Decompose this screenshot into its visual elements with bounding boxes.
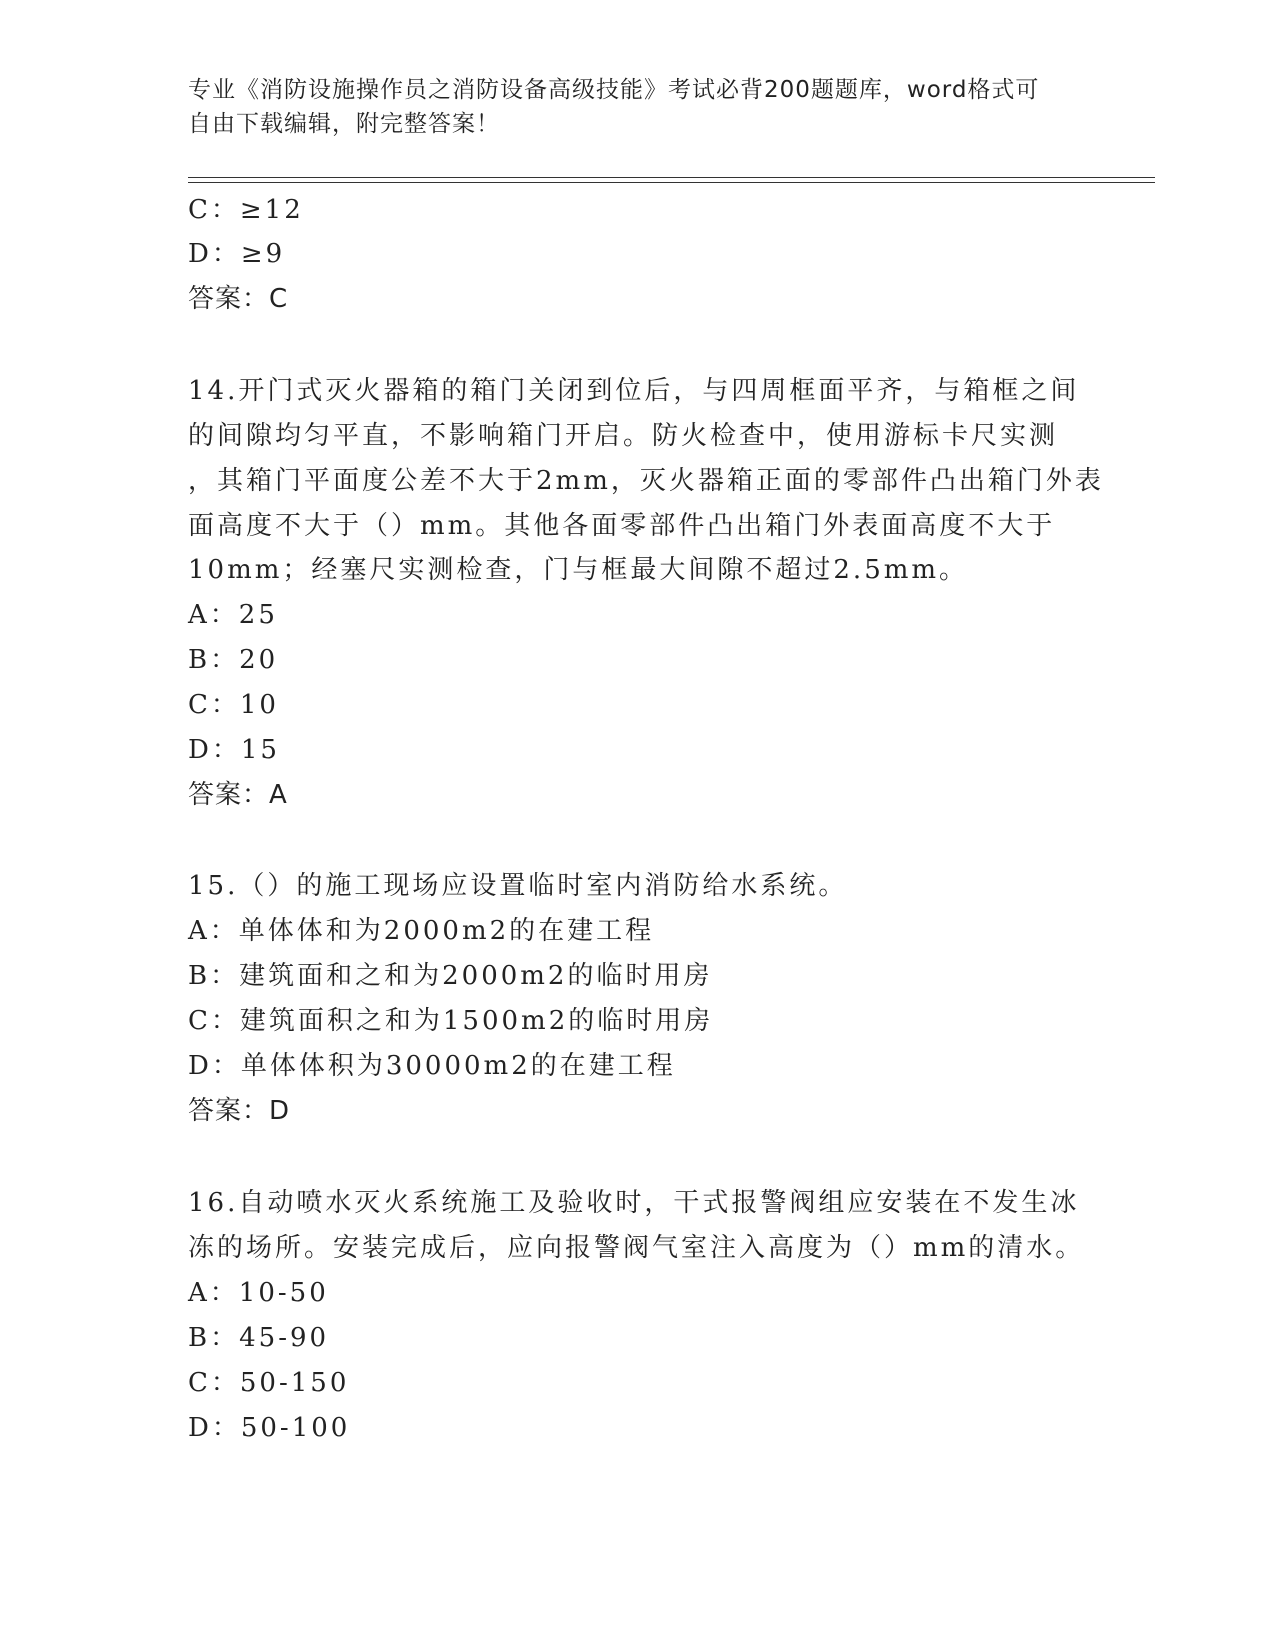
q16-stem-line-2: 冻的场所。安装完成后，应向报警阀气室注入高度为（）mm的清水。 (188, 1233, 1085, 1263)
q16-option-b: B：45-90 (188, 1323, 330, 1353)
q14-option-a: A：25 (188, 600, 278, 630)
header-rule-bottom (188, 182, 1155, 183)
q14-stem-line-3: ，其箱门平面度公差不大于2mm，灭火器箱正面的零部件凸出箱门外表 (188, 466, 1104, 496)
q14-stem-line-4: 面高度不大于（）mm。其他各面零部件凸出箱门外表面高度不大于 (188, 511, 1056, 541)
q14-stem-line-1: 14.开门式灭火器箱的箱门关闭到位后，与四周框面平齐，与箱框之间 (188, 376, 1080, 406)
q16-stem-line-1: 16.自动喷水灭火系统施工及验收时，干式报警阀组应安装在不发生冰 (188, 1188, 1080, 1218)
q15-option-c: C：建筑面积之和为1500m2的临时用房 (188, 1006, 714, 1036)
prev-question-option-d: D：≥9 (188, 239, 286, 269)
q15-option-b: B：建筑面和之和为2000m2的临时用房 (188, 961, 713, 991)
prev-question-answer: 答案：C (188, 284, 289, 314)
q14-option-d: D：15 (188, 735, 280, 765)
q15-answer: 答案：D (188, 1096, 291, 1126)
q15-option-d: D：单体体积为30000m2的在建工程 (188, 1051, 676, 1081)
q16-option-c: C：50-150 (188, 1368, 350, 1398)
q14-answer: 答案：A (188, 780, 288, 810)
q16-option-d: D：50-100 (188, 1413, 351, 1443)
q14-stem-line-2: 的间隙均匀平直，不影响箱门开启。防火检查中，使用游标卡尺实测 (188, 421, 1059, 451)
header-rule-top (188, 177, 1155, 178)
q15-stem: 15.（）的施工现场应设置临时室内消防给水系统。 (188, 871, 848, 901)
prev-question-option-c: C：≥12 (188, 195, 304, 225)
header-title-line-1: 专业《消防设施操作员之消防设备高级技能》考试必背200题题库，word格式可 (188, 77, 1040, 103)
header-title-line-2: 自由下载编辑，附完整答案！ (188, 111, 500, 137)
q14-option-c: C：10 (188, 690, 279, 720)
page-header (188, 73, 1088, 141)
q14-stem-line-5: 10mm；经塞尺实测检查，门与框最大间隙不超过2.5mm。 (188, 555, 969, 585)
q14-option-b: B：20 (188, 645, 279, 675)
q16-option-a: A：10-50 (188, 1278, 329, 1308)
q15-option-a: A：单体体和为2000m2的在建工程 (188, 916, 655, 946)
